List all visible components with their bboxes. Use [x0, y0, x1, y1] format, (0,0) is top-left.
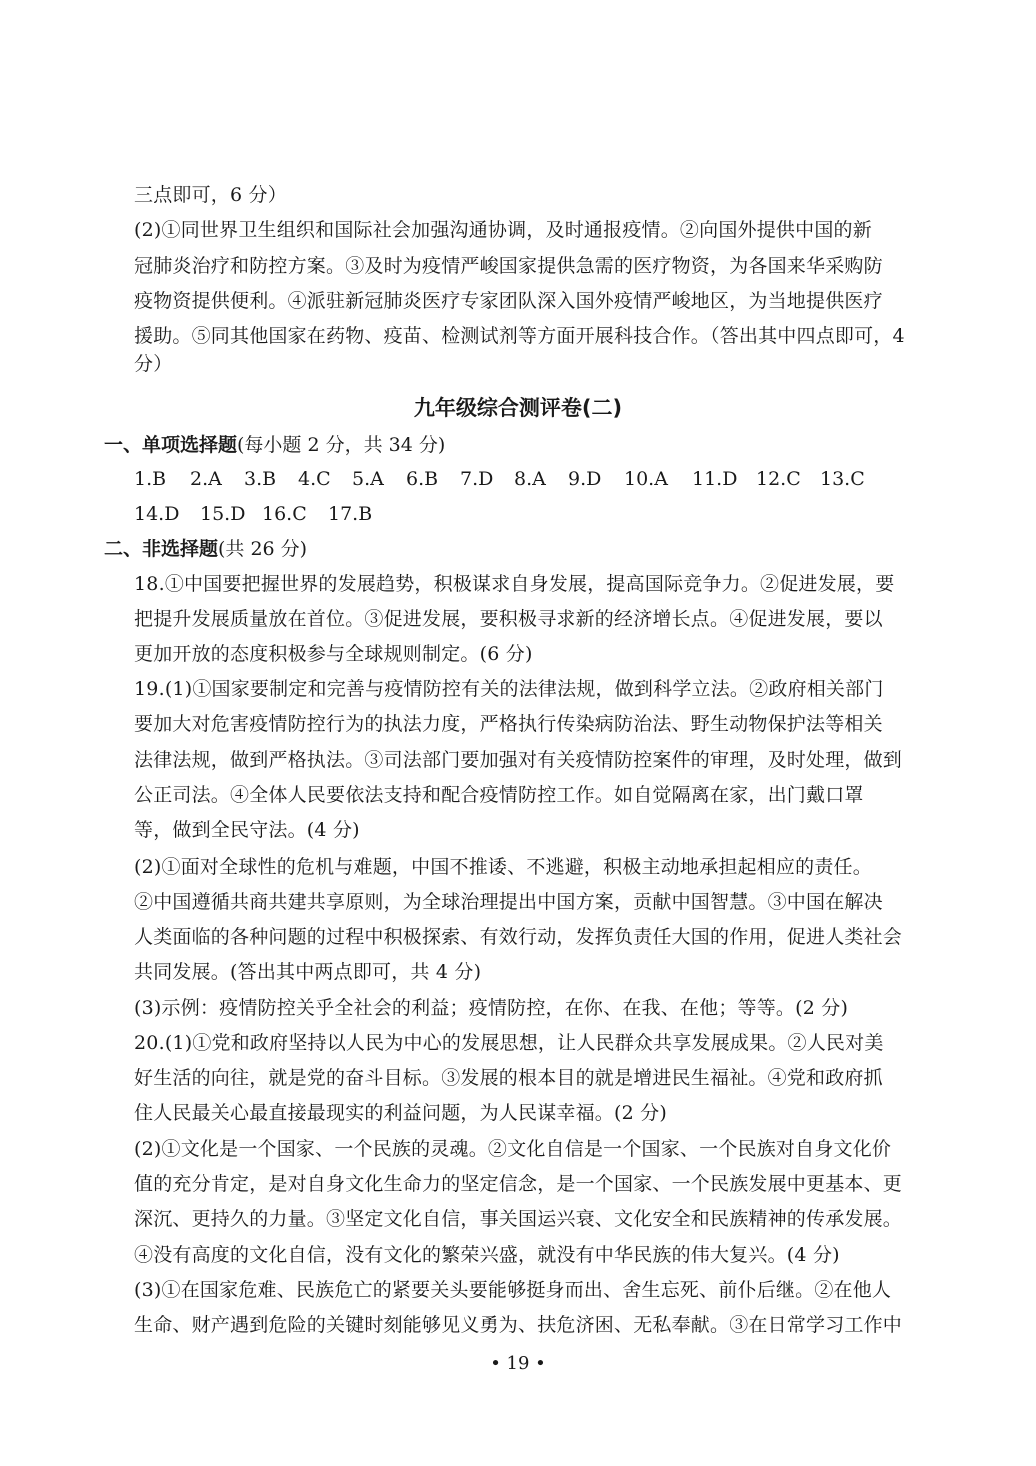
text-line: 更加开放的态度积极参与全球规则制定。(6 分) [134, 643, 533, 665]
text-line: 等，做到全民守法。(4 分) [134, 819, 360, 841]
text-line: (2)①同世界卫生组织和国际社会加强沟通协调，及时通报疫情。②向国外提供中国的新 [134, 219, 872, 241]
section-heading [104, 537, 307, 561]
answer-item: 3.B [244, 468, 277, 490]
answer-item: 12.C [756, 468, 801, 490]
answer-item: 11.D [692, 468, 738, 490]
answer-item: 5.A [352, 468, 384, 490]
text-line: 三点即可，6 分） [134, 184, 287, 206]
answer-item: 7.D [460, 468, 494, 490]
text-line: 援助。⑤同其他国家在药物、疫苗、检测试剂等方面开展科技合作。（答出其中四点即可，4 [134, 325, 905, 347]
text-line: 值的充分肯定，是对自身文化生命力的坚定信念，是一个国家、一个民族发展中更基本、更 [134, 1173, 903, 1195]
text-line: ④没有高度的文化自信，没有文化的繁荣兴盛，就没有中华民族的伟大复兴。(4 分) [134, 1244, 840, 1266]
answer-item: 17.B [328, 503, 373, 525]
page-number: • 19 • [490, 1353, 546, 1374]
text-line: 20.(1)①党和政府坚持以人民为中心的发展思想，让人民群众共享发展成果。②人民对美 [134, 1032, 884, 1054]
text-line: 18.①中国要把握世界的发展趋势，积极谋求自身发展，提高国际竞争力。②促进发展，要 [134, 573, 895, 595]
text-line: 法律法规，做到严格执法。③司法部门要加强对有关疫情防控案件的审理，及时处理，做到 [134, 749, 903, 771]
answer-item: 4.C [298, 468, 331, 490]
text-line: 19.(1)①国家要制定和完善与疫情防控有关的法律法规，做到科学立法。②政府相关部门 [134, 678, 884, 700]
text-line: 分） [134, 353, 173, 375]
answer-item: 2.A [190, 468, 222, 490]
answer-item: 15.D [200, 503, 246, 525]
answer-item: 13.C [820, 468, 865, 490]
answer-item: 9.D [568, 468, 602, 490]
section-heading-label: 二、非选择题 [104, 538, 219, 560]
text-line: ②中国遵循共商共建共享原则，为全球治理提出中国方案，贡献中国智慧。③中国在解决 [134, 891, 883, 913]
text-line: 住人民最关心最直接最现实的利益问题，为人民谋幸福。(2 分) [134, 1102, 667, 1124]
section-heading-note: (共 26 分) [218, 538, 308, 560]
text-line: 人类面临的各种问题的过程中积极探索、有效行动，发挥负责任大国的作用，促进人类社会 [134, 926, 903, 948]
text-line: 冠肺炎治疗和防控方案。③及时为疫情严峻国家提供急需的医疗物资，为各国来华采购防 [134, 255, 883, 277]
answer-item: 1.B [134, 468, 167, 490]
text-line: (2)①文化是一个国家、一个民族的灵魂。②文化自信是一个国家、一个民族对自身文化价 [134, 1138, 892, 1160]
text-line: 好生活的向往，就是党的奋斗目标。③发展的根本目的就是增进民生福祉。④党和政府抓 [134, 1067, 883, 1089]
text-line: 要加大对危害疫情防控行为的执法力度，严格执行传染病防治法、野生动物保护法等相关 [134, 713, 883, 735]
answer-item: 8.A [514, 468, 546, 490]
text-line: 生命、财产遇到危险的关键时刻能够见义勇为、扶危济困、无私奉献。③在日常学习工作中 [134, 1314, 903, 1336]
section-heading-note: (每小题 2 分，共 34 分) [237, 434, 446, 456]
answer-item: 14.D [134, 503, 180, 525]
text-line: 公正司法。④全体人民要依法支持和配合疫情防控工作。如自觉隔离在家，出门戴口罩 [134, 784, 864, 806]
exam-title: 九年级综合测评卷(二) [413, 396, 623, 420]
text-line: (2)①面对全球性的危机与难题，中国不推诿、不逃避，积极主动地承担起相应的责任。 [134, 856, 872, 878]
answer-item: 16.C [262, 503, 307, 525]
text-line: (3)①在国家危难、民族危亡的紧要关头要能够挺身而出、舍生忘死、前仆后继。②在他人 [134, 1279, 892, 1301]
text-line: 深沉、更持久的力量。③坚定文化自信，事关国运兴衰、文化安全和民族精神的传承发展。 [134, 1208, 903, 1230]
section-heading-label: 一、单项选择题 [104, 434, 238, 456]
section-heading [104, 433, 445, 457]
text-line: 共同发展。(答出其中两点即可，共 4 分) [134, 961, 482, 983]
text-line: 把提升发展质量放在首位。③促进发展，要积极寻求新的经济增长点。④促进发展，要以 [134, 608, 883, 630]
text-line: 疫物资提供便利。④派驻新冠肺炎医疗专家团队深入国外疫情严峻地区，为当地提供医疗 [134, 290, 883, 312]
answer-item: 6.B [406, 468, 439, 490]
text-line: (3)示例：疫情防控关乎全社会的利益；疫情防控，在你、在我、在他；等等。(2 分) [134, 997, 849, 1019]
answer-item: 10.A [624, 468, 668, 490]
